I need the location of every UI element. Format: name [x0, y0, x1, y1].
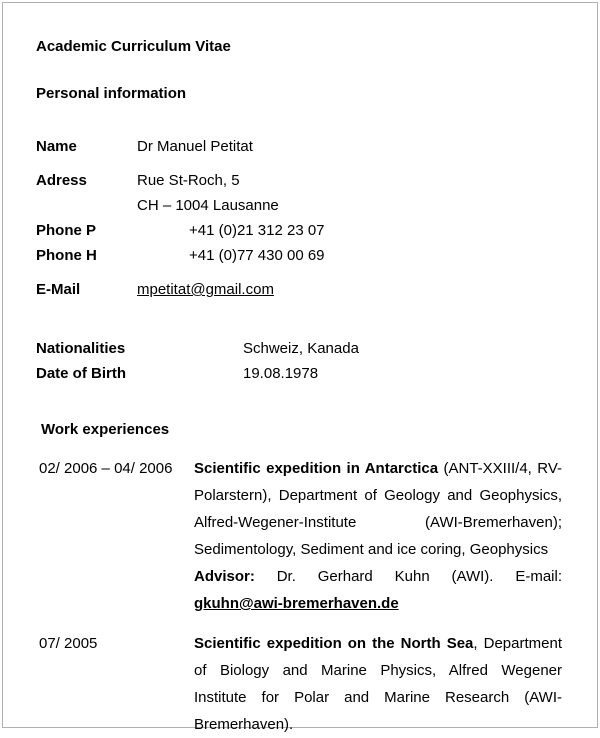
work-entry-date: 07/ 2005 — [39, 635, 98, 652]
personal-info-heading: Personal information — [36, 85, 187, 102]
address-label: Adress — [36, 172, 87, 189]
work-entry — [36, 455, 563, 617]
date-of-birth-value: 19.08.1978 — [243, 365, 319, 382]
phone-h-value: +41 (0)77 430 00 69 — [189, 247, 325, 264]
field-row-date-of-birth — [36, 361, 563, 386]
work-entry-body: (ANT-XXIII/4, RV-Polarstern), Department of Geology and Geophysics, Alfred-Wegener-Institute (AWI-Bremerhaven); Sedimentology, Sediment and ice coring, Geophysics — [194, 460, 562, 558]
name-label: Name — [36, 138, 77, 155]
field-row-address-line2 — [36, 193, 563, 218]
field-row-phone-h — [36, 243, 563, 268]
work-entry-title: Scientific expedition in Antarctica — [194, 460, 439, 477]
phone-p-label: Phone P — [36, 222, 97, 239]
work-entry-date: 02/ 2006 – 04/ 2006 — [39, 460, 173, 477]
personal-info-block — [36, 134, 563, 302]
advisor-email-link[interactable]: gkuhn@awi-bremerhaven.de — [194, 595, 399, 612]
phone-h-label: Phone H — [36, 247, 97, 264]
address-label-spacer — [36, 193, 137, 218]
nationalities-label: Nationalities — [36, 340, 126, 357]
date-of-birth-label: Date of Birth — [36, 365, 126, 382]
email-link[interactable]: mpetitat@gmail.com — [137, 281, 274, 298]
work-entry-paragraph — [194, 455, 562, 563]
email-label: E-Mail — [36, 281, 81, 298]
work-entry-paragraph — [194, 630, 562, 738]
address-value-line1: Rue St-Roch, 5 — [137, 172, 240, 189]
field-row-name — [36, 134, 563, 159]
advisor-label: Advisor: — [194, 568, 255, 585]
cv-page — [2, 2, 598, 733]
address-value-line2: CH – 1004 Lausanne — [137, 197, 279, 214]
phone-p-value: +41 (0)21 312 23 07 — [189, 222, 325, 239]
field-row-phone-p — [36, 218, 563, 243]
name-value: Dr Manuel Petitat — [137, 138, 253, 155]
field-row-nationalities — [36, 336, 563, 361]
work-entry-body: , Department of Biology and Marine Physics, Alfred Wegener Institute for Polar and Marine Research (AWI-Bremerhaven). — [194, 635, 562, 733]
work-experiences-heading: Work experiences — [41, 421, 170, 438]
work-entry-description — [194, 630, 562, 738]
field-row-address — [36, 168, 563, 193]
work-entry — [36, 630, 563, 738]
nationality-block — [36, 336, 563, 386]
field-row-email — [36, 277, 563, 302]
work-entry-title: Scientific expedition on the North Sea — [194, 635, 474, 652]
page-title: Academic Curriculum Vitae — [36, 38, 231, 55]
work-entry-description — [194, 455, 562, 617]
advisor-text: Dr. Gerhard Kuhn (AWI). E-mail: — [254, 568, 562, 585]
nationalities-value: Schweiz, Kanada — [243, 340, 359, 357]
work-entry-advisor-paragraph — [194, 563, 562, 617]
